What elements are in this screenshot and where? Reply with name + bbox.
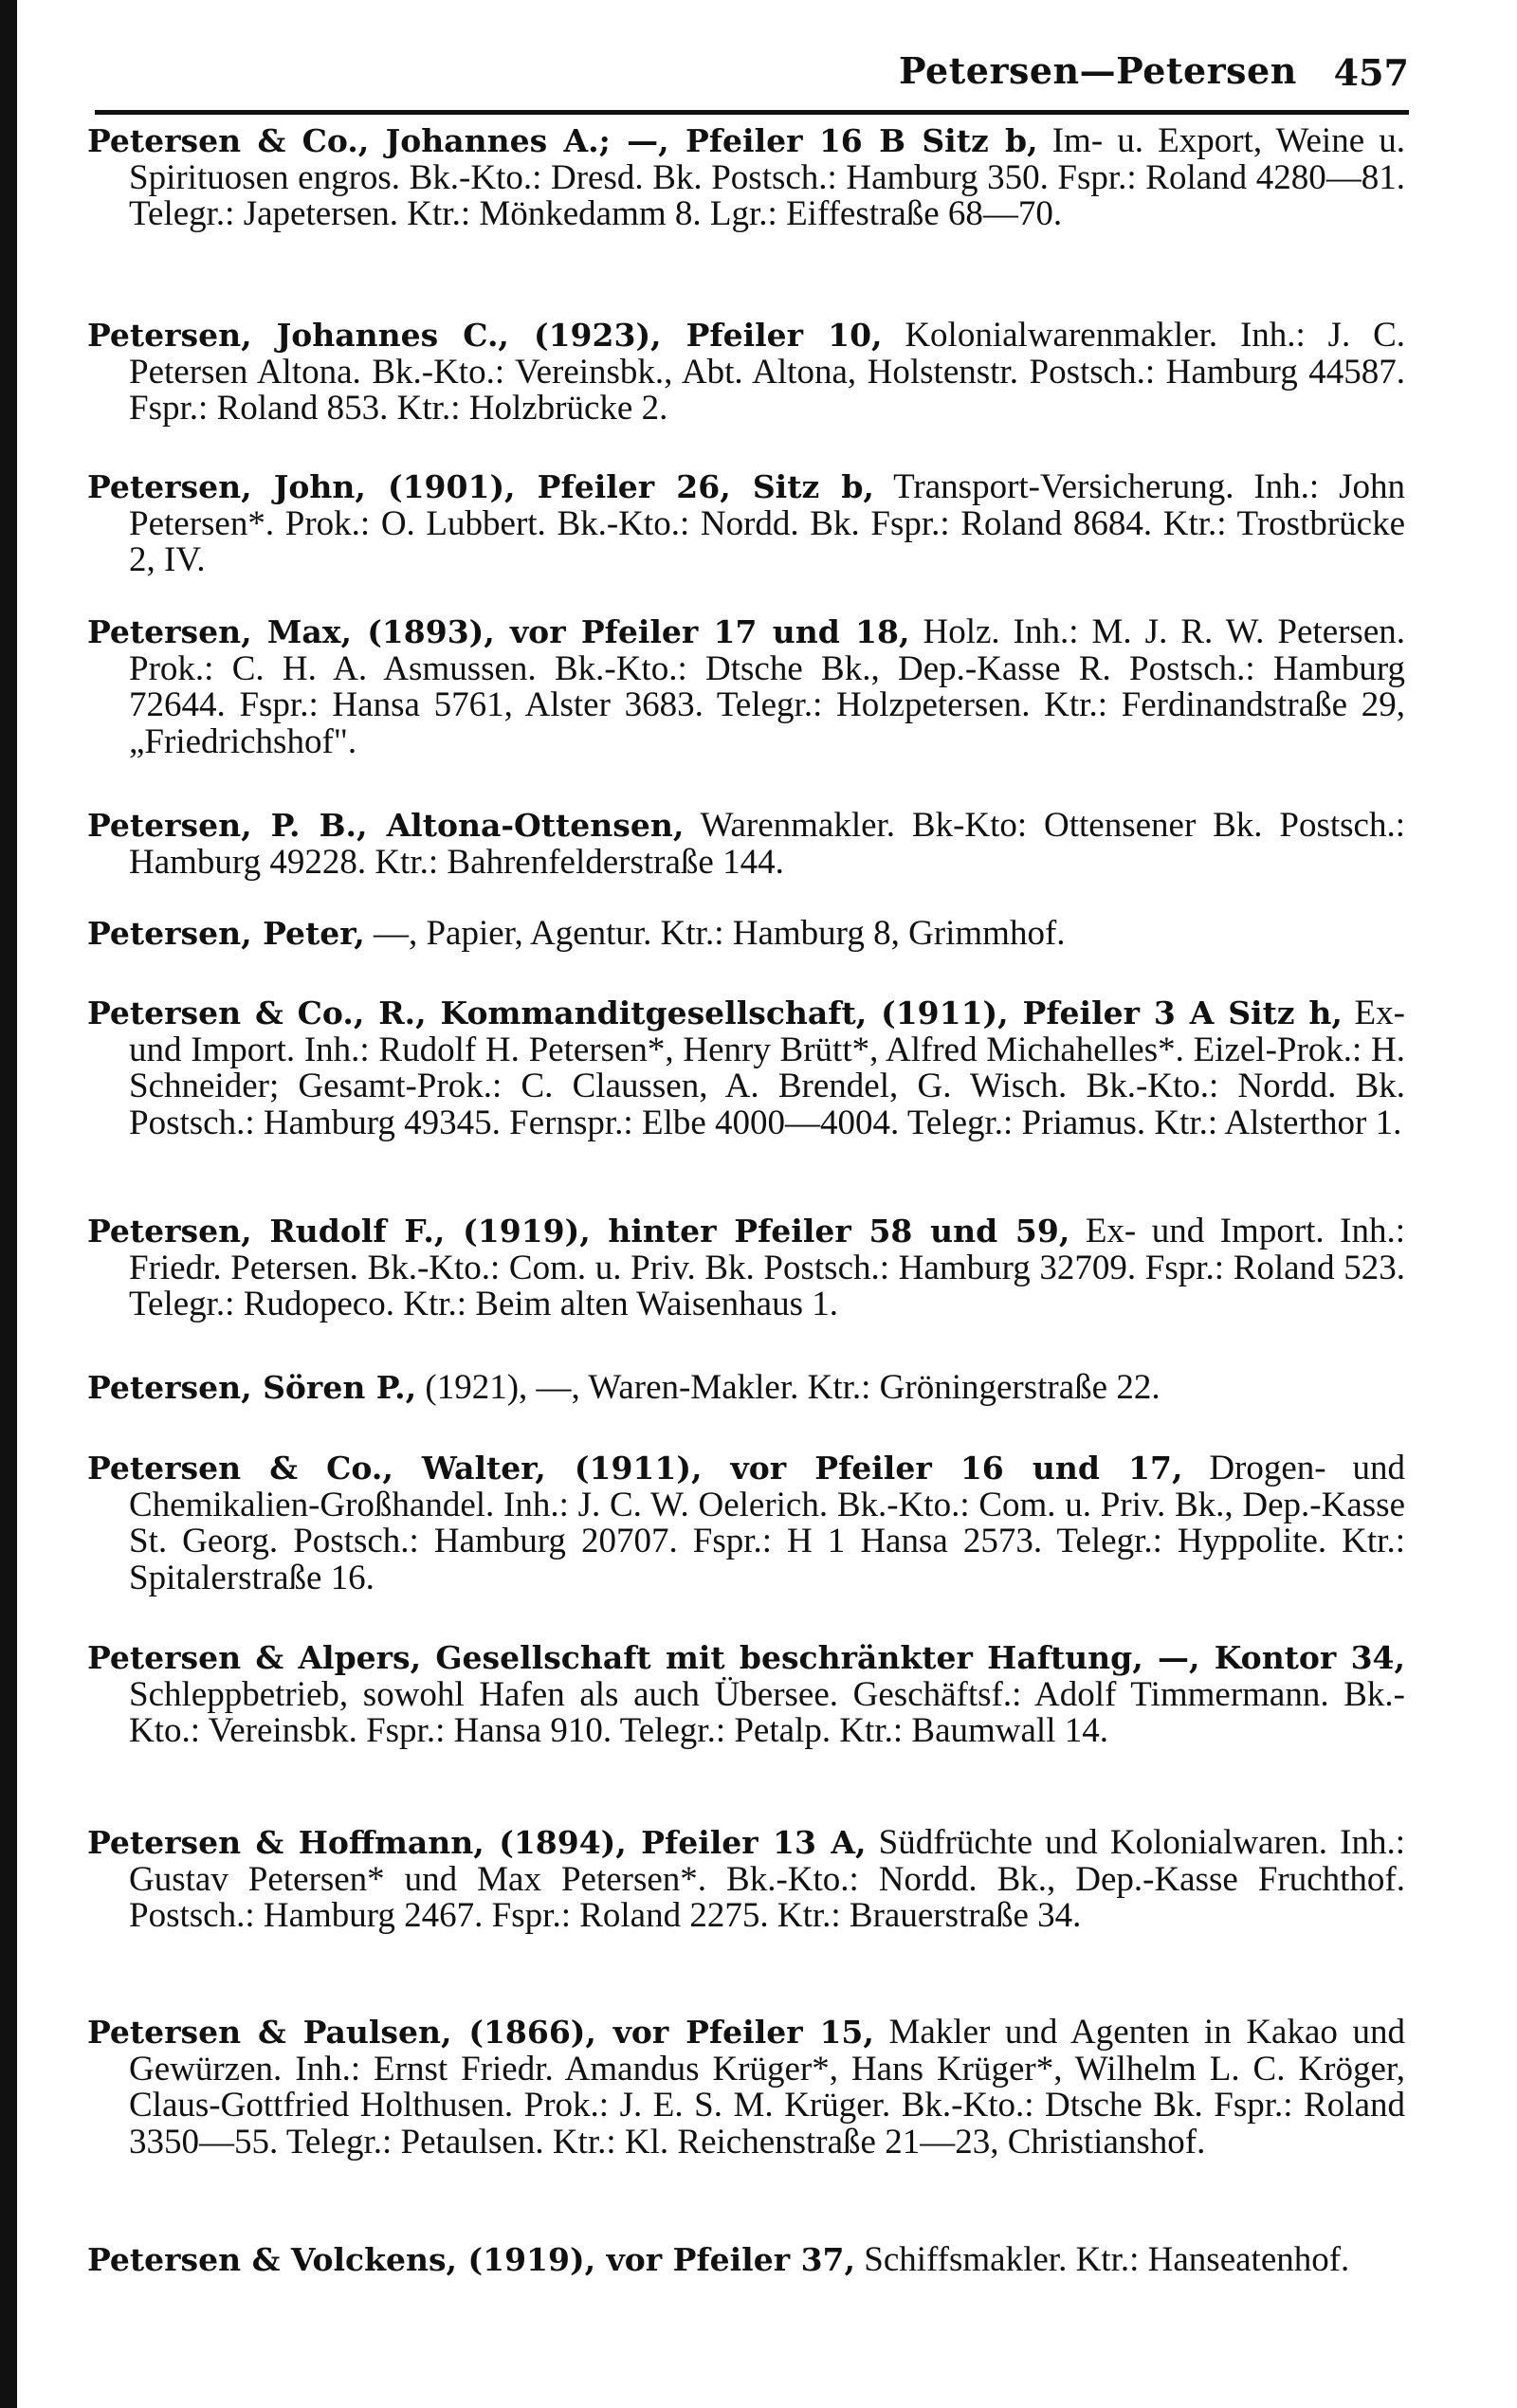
directory-entry: [87, 1640, 1405, 1750]
entry-body: Transport-Versicherung. Inh.: John Petersen*. Prok.: O. Lubbert. Bk.-Kto.: Nordd. Bk. Fspr.: Roland 8684. Ktr.: Trostbrücke 2, IV.: [129, 467, 1405, 579]
entry-name: Petersen, Johannes C.,: [87, 317, 509, 354]
entry-location: Altona-Ottensen,: [367, 807, 685, 844]
entry-body: Im- u. Export, Weine u. Spirituosen engros. Bk.-Kto.: Dresd. Bk. Postsch.: Hamburg 350. Fspr.: Roland 4280—81. Telegr.: Japetersen. Ktr.: Mönkedamm 8. Lgr.: Eiffestraße 68—70.: [129, 121, 1405, 233]
entry-location: —, Pfeiler 16 B Sitz b,: [610, 122, 1038, 159]
entry-body: Schiffsmakler. Ktr.: Hanseatenhof.: [855, 2240, 1350, 2279]
entry-name: Petersen, John,: [87, 468, 366, 505]
entry-name: Petersen & Hoffmann,: [87, 1824, 484, 1861]
entry-name: Petersen, Rudolf F.,: [87, 1213, 446, 1250]
entry-location: (1866), vor Pfeiler 15,: [451, 2014, 874, 2051]
directory-entry: [87, 318, 1405, 428]
entry-name: Petersen & Co., Johannes A.;: [87, 122, 611, 159]
page-header: [95, 44, 1409, 115]
entry-location: (1919), vor Pfeiler 37,: [457, 2241, 855, 2278]
directory-entry: [87, 1825, 1405, 1935]
entry-body: Schleppbetrieb, sowohl Hafen als auch Übersee. Geschäftsf.: Adolf Timmermann. Bk.-Kto.: Vereinsbk. Fspr.: Hansa 910. Telegr.: Petalp. Ktr.: Baumwall 14.: [129, 1674, 1405, 1750]
directory-entry: [87, 916, 1405, 953]
entry-name: Petersen & Co., Walter,: [87, 1450, 546, 1487]
entry-location: (1911), vor Pfeiler 16 und 17,: [545, 1450, 1183, 1487]
entry-name: Petersen, Max,: [87, 613, 352, 650]
entry-name: Petersen & Co., R., Kommanditgesellschaft,: [87, 994, 868, 1031]
entry-body: Ex- und Import. Inh.: Friedr. Petersen. Bk.-Kto.: Com. u. Priv. Bk. Postsch.: Hamburg 32709. Fspr.: Roland 523. Telegr.: Rudopeco. Ktr.: Beim alten Waisenhaus 1.: [129, 1212, 1406, 1323]
page-number: 457: [1333, 51, 1409, 94]
directory-entry: [87, 123, 1405, 233]
entry-location: (1893), vor Pfeiler 17 und 18,: [351, 613, 910, 650]
entry-location: (1901), Pfeiler 26, Sitz b,: [365, 468, 874, 505]
directory-entry: [87, 1370, 1405, 1407]
directory-entry: [87, 469, 1405, 579]
directory-entry: [87, 995, 1405, 1141]
directory-entry: [87, 1450, 1405, 1596]
entry-body: (1921), —, Waren-Makler. Ktr.: Gröningerstraße 22.: [416, 1368, 1161, 1407]
directory-entry: [87, 808, 1405, 881]
entry-location: (1919), hinter Pfeiler 58 und 59,: [445, 1213, 1070, 1250]
directory-entry: [87, 614, 1405, 760]
entry-body: Warenmakler. Bk-Kto: Ottensener Bk. Postsch.: Hamburg 49228. Ktr.: Bahrenfelderstraße 144.: [129, 806, 1405, 882]
entry-body: —, Papier, Agentur. Ktr.: Hamburg 8, Grimmhof.: [364, 914, 1066, 953]
page-edge-shadow: [0, 0, 17, 2408]
entry-body: Ex- und Import. Inh.: Rudolf H. Petersen*, Henry Brütt*, Alfred Michahelles*. Eizel-Prok.: H. Schneider; Gesamt-Prok.: C. Claussen, A. Brendel, G. Wisch. Bk.-Kto.: Nordd. Bk. Postsch.: Hamburg 49345. Fernspr.: Elbe 4000—4004. Telegr.: Priamus. Ktr.: Alsterthor 1.: [129, 994, 1405, 1142]
entry-name: Petersen & Volckens,: [87, 2241, 458, 2278]
directory-entry: [87, 2015, 1405, 2161]
entry-body: Makler und Agenten in Kakao und Gewürzen. Inh.: Ernst Friedr. Amandus Krüger*, Hans Krüger*, Wilhelm L. C. Kröger, Claus-Gottfried Holthusen. Prok.: J. E. S. M. Krüger. Bk.-Kto.: Dtsche Bk. Fspr.: Roland 3350—55. Telegr.: Petaulsen. Ktr.: Kl. Reichenstraße 21—23, Christianshof.: [129, 2013, 1405, 2162]
entry-body: Holz. Inh.: M. J. R. W. Petersen. Prok.: C. H. A. Asmussen. Bk.-Kto.: Dtsche Bk., Dep.-Kasse R. Postsch.: Hamburg 72644. Fspr.: Hansa 5761, Alster 3683. Telegr.: Holzpetersen. Ktr.: Ferdinandstraße 29, „Friedrichshof".: [129, 612, 1406, 761]
entry-name: Petersen, Sören P.,: [87, 1369, 417, 1406]
entry-location: —, Kontor 34,: [1142, 1639, 1405, 1676]
entry-location: (1911), Pfeiler 3 A Sitz h,: [867, 994, 1343, 1031]
entry-location: (1923), Pfeiler 10,: [508, 317, 883, 354]
entry-name: Petersen & Paulsen,: [87, 2014, 452, 2051]
running-head: Petersen—Petersen: [899, 49, 1297, 92]
entry-body: Drogen- und Chemikalien-Großhandel. Inh.: J. C. W. Oelerich. Bk.-Kto.: Com. u. Priv. Bk., Dep.-Kasse St. Georg. Postsch.: Hamburg 20707. Fspr.: H 1 Hansa 2573. Telegr.: Hyppolite. Ktr.: Spitalerstraße 16.: [129, 1449, 1405, 1597]
directory-entry: [87, 2242, 1405, 2279]
entry-name: Petersen, P. B.,: [87, 807, 368, 844]
entry-name: Petersen & Alpers, Gesellschaft mit beschränkter Haftung,: [87, 1639, 1143, 1676]
entry-location: (1894), Pfeiler 13 A,: [484, 1824, 867, 1861]
entry-name: Petersen, Peter,: [87, 915, 365, 952]
directory-entry: [87, 1213, 1405, 1323]
entry-body: Südfrüchte und Kolonialwaren. Inh.: Gustav Petersen* und Max Petersen*. Bk.-Kto.: Nordd. Bk., Dep.-Kasse Fruchthof. Postsch.: Hamburg 2467. Fspr.: Roland 2275. Ktr.: Brauerstraße 34.: [129, 1823, 1405, 1935]
entry-body: Kolonialwarenmakler. Inh.: J. C. Petersen Altona. Bk.-Kto.: Vereinsbk., Abt. Altona, Holstenstr. Postsch.: Hamburg 44587. Fspr.: Roland 853. Ktr.: Holzbrücke 2.: [129, 316, 1406, 428]
